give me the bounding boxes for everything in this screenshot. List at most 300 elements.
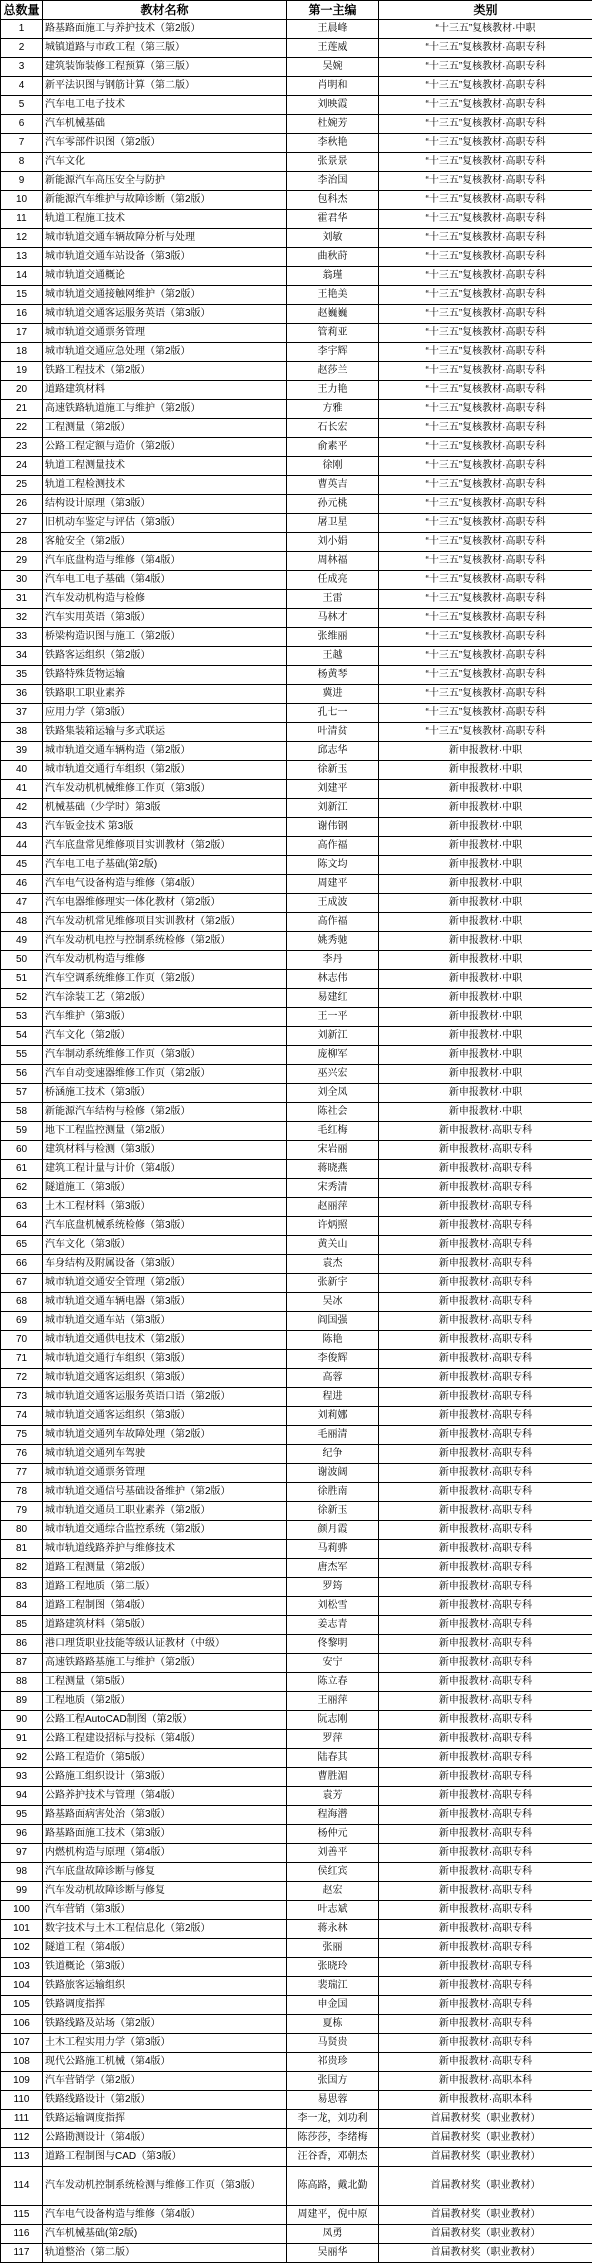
row-index: 15 xyxy=(1,286,43,305)
row-category: “十三五”复核教材·高职专科 xyxy=(379,134,592,153)
row-editor: 方雅 xyxy=(287,400,379,419)
table-row xyxy=(1,666,592,685)
row-index: 62 xyxy=(1,1179,43,1198)
row-category: 新申报教材·高职专科 xyxy=(379,1236,592,1255)
row-category: 新申报教材·中职 xyxy=(379,1084,592,1103)
row-editor: 袁杰 xyxy=(287,1255,379,1274)
table-row xyxy=(1,1901,592,1920)
row-editor: 管莉亚 xyxy=(287,324,379,343)
row-editor: 徐新玉 xyxy=(287,761,379,780)
row-category: 首届教材奖（职业教材） xyxy=(379,2167,592,2206)
row-index: 67 xyxy=(1,1274,43,1293)
row-category: 新申报教材·中职 xyxy=(379,932,592,951)
table-row xyxy=(1,1350,592,1369)
table-row xyxy=(1,1787,592,1806)
row-index: 27 xyxy=(1,514,43,533)
table-row xyxy=(1,1046,592,1065)
row-name: 新平法识图与钢筋计算（第二版） xyxy=(43,77,287,96)
row-index: 64 xyxy=(1,1217,43,1236)
row-editor: 祁贵珍 xyxy=(287,2053,379,2072)
row-editor: 刘善平 xyxy=(287,1844,379,1863)
row-index: 5 xyxy=(1,96,43,115)
row-name: 路基路面病害处治（第3版） xyxy=(43,1806,287,1825)
row-category: 新申报教材·中职 xyxy=(379,818,592,837)
row-editor: 刘莉娜 xyxy=(287,1407,379,1426)
table-row xyxy=(1,951,592,970)
row-category: “十三五”复核教材·高职专科 xyxy=(379,609,592,628)
table-row xyxy=(1,381,592,400)
row-name: 新能源汽车结构与检修（第2版） xyxy=(43,1103,287,1122)
row-index: 29 xyxy=(1,552,43,571)
row-category: 首届教材奖（职业教材） xyxy=(379,2206,592,2225)
row-editor: 阮志刚 xyxy=(287,1711,379,1730)
table-row xyxy=(1,1882,592,1901)
table-row xyxy=(1,1008,592,1027)
row-name: 铁路旅客运输组织 xyxy=(43,1977,287,1996)
row-editor: 宋岩丽 xyxy=(287,1141,379,1160)
table-row xyxy=(1,1141,592,1160)
row-editor: 赵巍巍 xyxy=(287,305,379,324)
row-editor: 王晨峰 xyxy=(287,20,379,39)
row-editor: 曹英吉 xyxy=(287,476,379,495)
table-row xyxy=(1,989,592,1008)
row-category: 新申报教材·中职 xyxy=(379,1046,592,1065)
row-editor: 许炳照 xyxy=(287,1217,379,1236)
row-name: 现代公路施工机械（第4版） xyxy=(43,2053,287,2072)
table-row xyxy=(1,324,592,343)
row-index: 103 xyxy=(1,1958,43,1977)
row-editor: 毛丽清 xyxy=(287,1426,379,1445)
row-index: 55 xyxy=(1,1046,43,1065)
table-row xyxy=(1,704,592,723)
row-category: 新申报教材·中职 xyxy=(379,894,592,913)
table-row xyxy=(1,1578,592,1597)
row-category: “十三五”复核教材·高职专科 xyxy=(379,495,592,514)
table-row xyxy=(1,1825,592,1844)
row-category: 新申报教材·高职专科 xyxy=(379,1863,592,1882)
row-category: 新申报教材·高职专科 xyxy=(379,1388,592,1407)
row-name: 土木工程材料（第3版） xyxy=(43,1198,287,1217)
row-name: 城市轨道交通应急处理（第2版） xyxy=(43,343,287,362)
table-row xyxy=(1,970,592,989)
row-category: 新申报教材·高职专科 xyxy=(379,1293,592,1312)
row-index: 75 xyxy=(1,1426,43,1445)
row-category: 新申报教材·高职专科 xyxy=(379,1597,592,1616)
row-name: 车身结构及附属设备（第3版） xyxy=(43,1255,287,1274)
row-name: 桥梁构造识图与施工（第2版） xyxy=(43,628,287,647)
table-row xyxy=(1,837,592,856)
row-name: 城市轨道交通车站（第3版） xyxy=(43,1312,287,1331)
table-row xyxy=(1,1654,592,1673)
row-name: 城市轨道交通行车组织（第2版） xyxy=(43,761,287,780)
row-editor: 谢波阔 xyxy=(287,1464,379,1483)
table-row xyxy=(1,514,592,533)
row-editor: 凤勇 xyxy=(287,2225,379,2244)
row-index: 83 xyxy=(1,1578,43,1597)
table-row xyxy=(1,552,592,571)
row-editor: 曲秋莳 xyxy=(287,248,379,267)
row-editor: 王一平 xyxy=(287,1008,379,1027)
row-category: 新申报教材·中职 xyxy=(379,761,592,780)
row-index: 105 xyxy=(1,1996,43,2015)
table-row xyxy=(1,2072,592,2091)
row-editor: 陈艳 xyxy=(287,1331,379,1350)
row-category: 新申报教材·高职专科 xyxy=(379,1122,592,1141)
table-row xyxy=(1,1692,592,1711)
row-name: 城市轨道交通车辆电器（第3版） xyxy=(43,1293,287,1312)
table-row xyxy=(1,1863,592,1882)
row-name: 公路工程造价（第5版） xyxy=(43,1749,287,1768)
row-editor: 徐胜南 xyxy=(287,1483,379,1502)
row-category: 新申报教材·高职专科 xyxy=(379,1445,592,1464)
row-name: 汽车发动机常见维修项目实训教材（第2版） xyxy=(43,913,287,932)
row-index: 81 xyxy=(1,1540,43,1559)
table-row xyxy=(1,2110,592,2129)
row-editor: 冀进 xyxy=(287,685,379,704)
table-row xyxy=(1,1502,592,1521)
row-editor: 石长宏 xyxy=(287,419,379,438)
row-index: 8 xyxy=(1,153,43,172)
row-index: 98 xyxy=(1,1863,43,1882)
header-category: 类别 xyxy=(379,1,592,20)
header-row xyxy=(1,1,592,20)
row-category: “十三五”复核教材·高职专科 xyxy=(379,58,592,77)
row-index: 73 xyxy=(1,1388,43,1407)
row-category: 新申报教材·高职专科 xyxy=(379,1350,592,1369)
row-category: 新申报教材·高职专科 xyxy=(379,1996,592,2015)
row-category: 新申报教材·高职专科 xyxy=(379,1198,592,1217)
table-row xyxy=(1,1236,592,1255)
row-category: 新申报教材·高职专科 xyxy=(379,1483,592,1502)
row-category: “十三五”复核教材·高职专科 xyxy=(379,647,592,666)
row-name: 城市轨道交通车辆故障分析与处理 xyxy=(43,229,287,248)
row-name: 城市轨道交通列车驾驶 xyxy=(43,1445,287,1464)
row-name: 道路建筑材料 xyxy=(43,381,287,400)
row-name: 道路工程制图与CAD（第3版） xyxy=(43,2148,287,2167)
row-index: 11 xyxy=(1,210,43,229)
row-category: “十三五”复核教材·高职专科 xyxy=(379,210,592,229)
row-index: 4 xyxy=(1,77,43,96)
row-index: 34 xyxy=(1,647,43,666)
row-editor: 张新宇 xyxy=(287,1274,379,1293)
row-editor: 杨仲元 xyxy=(287,1825,379,1844)
table-row xyxy=(1,894,592,913)
table-row xyxy=(1,1939,592,1958)
row-name: 城市轨道交通供电技术（第2版） xyxy=(43,1331,287,1350)
row-index: 17 xyxy=(1,324,43,343)
row-editor: 陈文均 xyxy=(287,856,379,875)
row-category: 新申报教材·高职专科 xyxy=(379,1749,592,1768)
row-name: 建筑装饰装修工程预算（第三版） xyxy=(43,58,287,77)
row-category: 新申报教材·高职本科 xyxy=(379,2072,592,2091)
table-row xyxy=(1,1103,592,1122)
row-editor: 邱志华 xyxy=(287,742,379,761)
table-row xyxy=(1,1312,592,1331)
table-row xyxy=(1,1521,592,1540)
row-index: 77 xyxy=(1,1464,43,1483)
row-name: 城市轨道交通票务管理 xyxy=(43,1464,287,1483)
row-editor: 赵莎兰 xyxy=(287,362,379,381)
table-row xyxy=(1,476,592,495)
table-row xyxy=(1,2053,592,2072)
table-row xyxy=(1,2225,592,2244)
row-index: 71 xyxy=(1,1350,43,1369)
row-editor: 霍君华 xyxy=(287,210,379,229)
row-category: “十三五”复核教材·高职专科 xyxy=(379,628,592,647)
row-name: 城市轨道交通行车组织（第3版） xyxy=(43,1350,287,1369)
row-editor: 张晓玲 xyxy=(287,1958,379,1977)
table-row xyxy=(1,2206,592,2225)
row-name: 铁路工程技术（第2版） xyxy=(43,362,287,381)
row-category: 新申报教材·中职 xyxy=(379,780,592,799)
row-name: 地下工程监控测量（第2版） xyxy=(43,1122,287,1141)
row-editor: 任成亮 xyxy=(287,571,379,590)
table-row xyxy=(1,742,592,761)
row-editor: 王莲威 xyxy=(287,39,379,58)
row-name: 道路建筑材料（第5版） xyxy=(43,1616,287,1635)
table-row xyxy=(1,685,592,704)
row-editor: 黄关山 xyxy=(287,1236,379,1255)
table-row xyxy=(1,571,592,590)
row-category: “十三五”复核教材·高职专科 xyxy=(379,704,592,723)
row-index: 111 xyxy=(1,2110,43,2129)
row-category: “十三五”复核教材·高职专科 xyxy=(379,305,592,324)
row-editor: 颜月霞 xyxy=(287,1521,379,1540)
row-category: 新申报教材·中职 xyxy=(379,742,592,761)
row-category: 新申报教材·高职专科 xyxy=(379,2015,592,2034)
row-index: 61 xyxy=(1,1160,43,1179)
row-index: 114 xyxy=(1,2167,43,2206)
table-row xyxy=(1,286,592,305)
row-editor: 庞柳军 xyxy=(287,1046,379,1065)
row-index: 21 xyxy=(1,400,43,419)
row-editor: 周建平 xyxy=(287,875,379,894)
row-editor: 杨黄琴 xyxy=(287,666,379,685)
table-row xyxy=(1,96,592,115)
table-row xyxy=(1,1749,592,1768)
row-index: 72 xyxy=(1,1369,43,1388)
row-category: 新申报教材·中职 xyxy=(379,989,592,1008)
row-category: “十三五”复核教材·高职专科 xyxy=(379,286,592,305)
row-index: 93 xyxy=(1,1768,43,1787)
table-row xyxy=(1,172,592,191)
table-row xyxy=(1,1388,592,1407)
row-editor: 吴婉 xyxy=(287,58,379,77)
row-index: 104 xyxy=(1,1977,43,1996)
table-row xyxy=(1,134,592,153)
row-name: 铁路线路设计（第2版） xyxy=(43,2091,287,2110)
row-category: 新申报教材·高职专科 xyxy=(379,1787,592,1806)
row-index: 51 xyxy=(1,970,43,989)
row-editor: 张丽 xyxy=(287,1939,379,1958)
row-index: 44 xyxy=(1,837,43,856)
row-category: 首届教材奖（职业教材） xyxy=(379,2110,592,2129)
row-name: 应用力学（第3版） xyxy=(43,704,287,723)
row-editor: 蒋晓燕 xyxy=(287,1160,379,1179)
row-index: 90 xyxy=(1,1711,43,1730)
table-row xyxy=(1,438,592,457)
row-category: “十三五”复核教材·高职专科 xyxy=(379,419,592,438)
row-editor: 周建平，倪中原 xyxy=(287,2206,379,2225)
row-name: 隧道施工（第3版） xyxy=(43,1179,287,1198)
row-category: 新申报教材·高职专科 xyxy=(379,1540,592,1559)
row-index: 6 xyxy=(1,115,43,134)
row-category: “十三五”复核教材·高职专科 xyxy=(379,438,592,457)
row-category: 新申报教材·高职专科 xyxy=(379,1578,592,1597)
row-name: 城市轨道交通信号基础设备维护（第2版） xyxy=(43,1483,287,1502)
row-category: “十三五”复核教材·高职专科 xyxy=(379,172,592,191)
row-name: 高速铁路轨道施工与维护（第2版） xyxy=(43,400,287,419)
row-editor: 安宁 xyxy=(287,1654,379,1673)
row-name: 汽车自动变速器维修工作页（第2版） xyxy=(43,1065,287,1084)
row-category: 新申报教材·中职 xyxy=(379,1103,592,1122)
row-name: 铁路集装箱运输与多式联运 xyxy=(43,723,287,742)
row-index: 74 xyxy=(1,1407,43,1426)
row-editor: 李丹 xyxy=(287,951,379,970)
row-category: 新申报教材·高职专科 xyxy=(379,1768,592,1787)
row-category: 新申报教材·高职专科 xyxy=(379,1654,592,1673)
row-editor: 高作福 xyxy=(287,837,379,856)
row-name: 旧机动车鉴定与评估（第3版） xyxy=(43,514,287,533)
row-name: 道路工程测量（第2版） xyxy=(43,1559,287,1578)
row-editor: 毛红梅 xyxy=(287,1122,379,1141)
row-category: 新申报教材·高职专科 xyxy=(379,1616,592,1635)
row-editor: 刘建平 xyxy=(287,780,379,799)
row-category: “十三五”复核教材·高职专科 xyxy=(379,666,592,685)
row-name: 客舱安全（第2版） xyxy=(43,533,287,552)
row-index: 48 xyxy=(1,913,43,932)
row-category: 新申报教材·中职 xyxy=(379,875,592,894)
row-category: 新申报教材·高职专科 xyxy=(379,1882,592,1901)
table-row xyxy=(1,1920,592,1939)
row-index: 91 xyxy=(1,1730,43,1749)
table-row xyxy=(1,2167,592,2206)
row-index: 54 xyxy=(1,1027,43,1046)
row-editor: 裴瑞江 xyxy=(287,1977,379,1996)
row-name: 工程测量（第2版） xyxy=(43,419,287,438)
row-editor: 夏栋 xyxy=(287,2015,379,2034)
row-editor: 姚秀驰 xyxy=(287,932,379,951)
row-editor: 马林才 xyxy=(287,609,379,628)
row-index: 112 xyxy=(1,2129,43,2148)
table-row xyxy=(1,533,592,552)
table-row xyxy=(1,761,592,780)
row-index: 43 xyxy=(1,818,43,837)
row-index: 92 xyxy=(1,1749,43,1768)
row-editor: 叶清贫 xyxy=(287,723,379,742)
table-row xyxy=(1,1768,592,1787)
row-category: “十三五”复核教材·高职专科 xyxy=(379,343,592,362)
row-name: 铁路运输调度指挥 xyxy=(43,2110,287,2129)
table-row xyxy=(1,1065,592,1084)
row-category: 新申报教材·高职专科 xyxy=(379,1407,592,1426)
row-index: 113 xyxy=(1,2148,43,2167)
row-index: 20 xyxy=(1,381,43,400)
row-index: 60 xyxy=(1,1141,43,1160)
row-name: 路基路面施工技术（第3版） xyxy=(43,1825,287,1844)
row-editor: 赵丽萍 xyxy=(287,1198,379,1217)
row-index: 102 xyxy=(1,1939,43,1958)
row-category: 新申报教材·高职专科 xyxy=(379,1426,592,1445)
table-row xyxy=(1,590,592,609)
row-index: 3 xyxy=(1,58,43,77)
row-name: 铁路调度指挥 xyxy=(43,1996,287,2015)
row-editor: 阎国强 xyxy=(287,1312,379,1331)
row-category: “十三五”复核教材·高职专科 xyxy=(379,115,592,134)
row-index: 101 xyxy=(1,1920,43,1939)
table-row xyxy=(1,248,592,267)
row-name: 港口理货职业技能等级认证教材（中级） xyxy=(43,1635,287,1654)
row-name: 路基路面施工与养护技术（第2版） xyxy=(43,20,287,39)
row-editor: 高作福 xyxy=(287,913,379,932)
row-index: 89 xyxy=(1,1692,43,1711)
row-category: “十三五”复核教材·高职专科 xyxy=(379,248,592,267)
row-name: 内燃机构造与原理（第4版） xyxy=(43,1844,287,1863)
row-index: 18 xyxy=(1,343,43,362)
table-row xyxy=(1,1217,592,1236)
row-name: 汽车发动机机械维修工作页（第3版） xyxy=(43,780,287,799)
row-category: 新申报教材·高职专科 xyxy=(379,1502,592,1521)
row-name: 汽车底盘机械系统检修（第3版） xyxy=(43,1217,287,1236)
row-index: 65 xyxy=(1,1236,43,1255)
row-category: 新申报教材·高职专科 xyxy=(379,1331,592,1350)
row-index: 23 xyxy=(1,438,43,457)
table-body xyxy=(1,20,592,2263)
row-category: “十三五”复核教材·高职专科 xyxy=(379,457,592,476)
row-name: 建筑材料与检测（第3版） xyxy=(43,1141,287,1160)
row-name: 新能源汽车高压安全与防护 xyxy=(43,172,287,191)
row-category: 新申报教材·高职专科 xyxy=(379,1312,592,1331)
row-name: 汽车制动系统维修工作页（第3版） xyxy=(43,1046,287,1065)
row-index: 115 xyxy=(1,2206,43,2225)
row-index: 99 xyxy=(1,1882,43,1901)
row-index: 100 xyxy=(1,1901,43,1920)
row-editor: 申金国 xyxy=(287,1996,379,2015)
row-category: “十三五”复核教材·高职专科 xyxy=(379,191,592,210)
row-editor: 罗筠 xyxy=(287,1578,379,1597)
row-editor: 刘映霞 xyxy=(287,96,379,115)
row-category: 新申报教材·高职专科 xyxy=(379,1844,592,1863)
row-editor: 罗萍 xyxy=(287,1730,379,1749)
row-index: 116 xyxy=(1,2225,43,2244)
row-index: 97 xyxy=(1,1844,43,1863)
row-name: 城市轨道交通安全管理（第2版） xyxy=(43,1274,287,1293)
row-name: 道路工程地质（第二版） xyxy=(43,1578,287,1597)
row-name: 轨道整治（第二版） xyxy=(43,2244,287,2263)
row-index: 96 xyxy=(1,1825,43,1844)
row-category: 新申报教材·高职专科 xyxy=(379,1711,592,1730)
row-index: 84 xyxy=(1,1597,43,1616)
table-row xyxy=(1,1730,592,1749)
table-row xyxy=(1,1616,592,1635)
table-row xyxy=(1,647,592,666)
row-name: 汽车机械基础 xyxy=(43,115,287,134)
row-editor: 林志伟 xyxy=(287,970,379,989)
row-index: 58 xyxy=(1,1103,43,1122)
row-category: 首届教材奖（职业教材） xyxy=(379,2148,592,2167)
row-editor: 纪争 xyxy=(287,1445,379,1464)
table-row xyxy=(1,1407,592,1426)
row-editor: 俞素平 xyxy=(287,438,379,457)
row-category: “十三五”复核教材·高职专科 xyxy=(379,514,592,533)
row-name: 汽车维护（第3版） xyxy=(43,1008,287,1027)
row-name: 工程测量（第5版） xyxy=(43,1673,287,1692)
row-name: 汽车电工电子基础(第2版) xyxy=(43,856,287,875)
row-category: “十三五”复核教材·高职专科 xyxy=(379,381,592,400)
row-editor: 李治国 xyxy=(287,172,379,191)
row-name: 汽车零部件识图（第2版） xyxy=(43,134,287,153)
row-category: 新申报教材·高职专科 xyxy=(379,2053,592,2072)
